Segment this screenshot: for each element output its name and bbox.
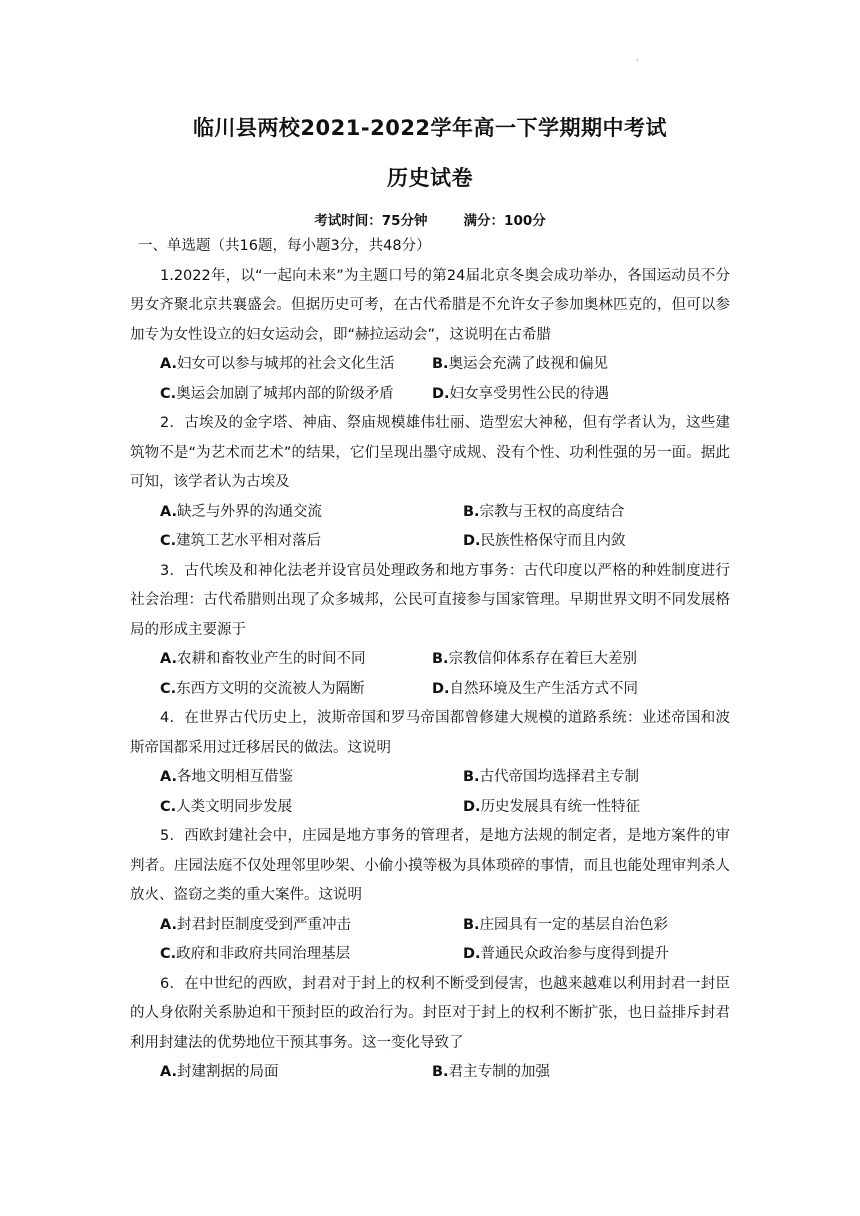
option-a: A.封君封臣制度受到严重冲击	[160, 916, 351, 933]
exam-subject: 历史试卷	[387, 166, 473, 190]
option-a: A.缺乏与外界的沟通交流	[160, 503, 322, 520]
exam-info	[0, 209, 860, 229]
option-c: C.政府和非政府共同治理基层	[160, 946, 351, 962]
option-c: C.奥运会加剧了城邦内部的阶级矛盾	[160, 385, 394, 402]
options-row	[130, 380, 730, 410]
option-b: B.古代帝国均选择君主专制	[463, 769, 640, 785]
question-stem: 6．在中世纪的西欧，封君对于封上的权利不断受到侵害，也越来越难以利用封君一封臣的人身依附关系胁迫和干预封臣的政治行为。封臣对于封上的权利不断扩张，也日益排斥封君利用封建法的优势地位干预其事务。这一变化导致了	[130, 975, 730, 1051]
options-row	[130, 527, 730, 557]
option-a: A.农耕和畜牧业产生的时间不同	[160, 651, 366, 667]
option-d: D.妇女享受男性公民的待遇	[432, 385, 610, 402]
options-row	[130, 793, 730, 823]
exam-title: 临川县两校2021-2022学年高一下学期期中考试	[192, 116, 668, 140]
option-b: B.庄园具有一定的基层自治色彩	[463, 916, 669, 933]
options-row	[130, 1058, 730, 1088]
options-row	[130, 350, 730, 380]
page-mark: '	[636, 58, 639, 68]
option-b: B.宗教信仰体系存在着巨大差别	[432, 651, 638, 667]
options-row	[130, 498, 730, 528]
option-d: D.自然环境及生产生活方式不同	[432, 680, 639, 697]
option-d: D.民族性格保守而且内敛	[463, 533, 626, 549]
option-b: B.君主专制的加强	[432, 1064, 551, 1080]
option-a: A.妇女可以参与城邦的社会文化生活	[160, 356, 395, 372]
options-row	[130, 940, 730, 970]
section-heading: 一、单选题（共16题，每小题3分，共48分）	[138, 238, 431, 254]
exam-content	[130, 232, 730, 1088]
exam-time: 考试时间：75分钟	[314, 213, 428, 229]
option-d: D.普通民众政治参与度得到提升	[463, 946, 670, 962]
question-stem: 3．古代埃及和神化法老并设官员处理政务和地方事务：古代印度以严格的种姓制度进行社会治理：古代希腊则出现了众多城邦，公民可直接参与国家管理。早期世界文明不同发展格局的形成主要源于	[130, 562, 730, 638]
question-stem: 1.2022年，以“一起向未来”为主题口号的第24届北京冬奥会成功举办，各国运动员不分男女齐聚北京共襄盛会。但据历史可考，在古代希腊是不允许女子参加奥林匹克的，但可以参加专为女性设立的妇女运动会，即“赫拉运动会”，这说明在古希腊	[130, 267, 730, 343]
options-row	[130, 675, 730, 705]
options-row	[130, 645, 730, 675]
question-stem: 5．西欧封建社会中，庄园是地方事务的管理者，是地方法规的制定者，是地方案件的审判者。庄园法庭不仅处理邻里吵架、小偷小摸等极为具体琐碎的事情，而且也能处理审判杀人放火、盗窃之类的重大案件。这说明	[130, 828, 730, 903]
question-stem: 2．古埃及的金字塔、神庙、祭庙规模雄伟壮丽、造型宏大神秘，但有学者认为，这些建筑物不是“为艺术而艺术”的结果，它们呈现出墨守成规、没有个性、功利性强的另一面。据此可知，该学者认为古埃及	[130, 415, 730, 490]
options-row	[130, 763, 730, 793]
option-a: A.封建割据的局面	[160, 1064, 279, 1080]
option-c: C.东西方文明的交流被人为隔断	[160, 680, 365, 697]
option-b: B.宗教与王权的高度结合	[463, 503, 625, 520]
full-score: 满分：100分	[463, 213, 546, 229]
question-stem: 4．在世界古代历史上，波斯帝国和罗马帝国都曾修建大规模的道路系统：业述帝国和波斯帝国都采用过迁移居民的做法。这说明	[130, 710, 730, 756]
option-a: A.各地文明相互借鉴	[160, 769, 293, 785]
option-d: D.历史发展具有统一性特征	[463, 798, 641, 815]
options-row	[130, 911, 730, 941]
option-c: C.建筑工艺水平相对落后	[160, 533, 322, 549]
option-c: C.人类文明同步发展	[160, 798, 293, 815]
option-b: B.奥运会充满了歧视和偏见	[432, 356, 609, 372]
